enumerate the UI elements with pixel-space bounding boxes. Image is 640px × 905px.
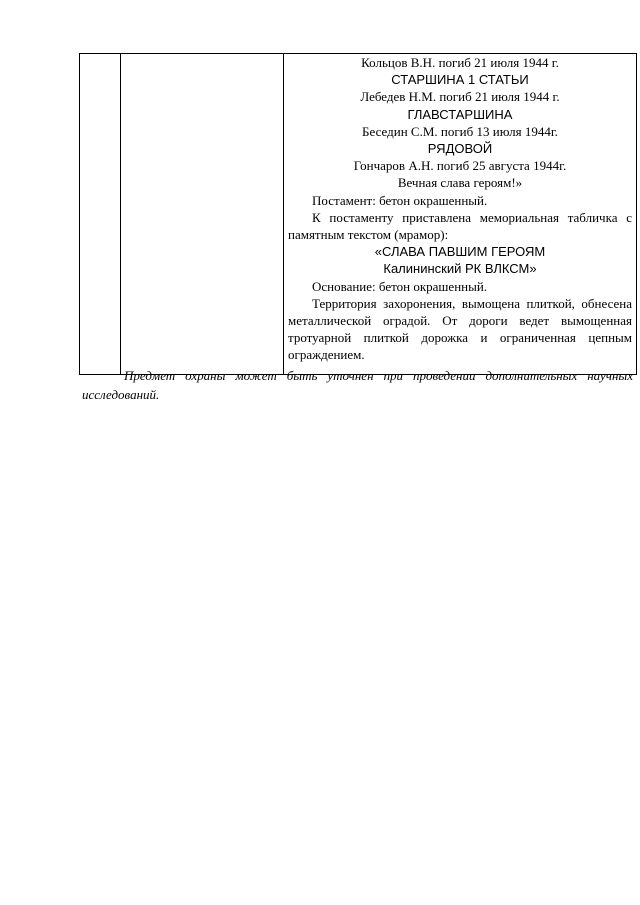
table-row: [80, 54, 637, 375]
name-koltsov: Кольцов В.Н. погиб 21 июля 1944 г.: [361, 55, 559, 70]
description-text: [284, 54, 636, 374]
name-lebedev: Лебедев Н.М. погиб 21 июля 1944 г.: [360, 89, 560, 105]
table-cell-description: [284, 54, 637, 375]
protection-subject-note: Предмет охраны может быть уточнен при проведении дополнительных научных исследований.: [82, 368, 633, 402]
table-cell-name: [121, 54, 284, 375]
name-besedin: Беседин С.М. погиб 13 июля 1944г.: [362, 123, 558, 139]
base-text: Основание: бетон окрашенный.: [312, 278, 488, 294]
monument-description-table: [79, 53, 637, 375]
plaque-text: К постаменту приставлена мемориальная табличка с памятным текстом (мрамор):: [288, 209, 632, 243]
name-goncharov: Гончаров А.Н. погиб 25 августа 1944г.: [353, 158, 567, 174]
pedestal-text: Постамент: бетон окрашенный.: [312, 192, 488, 208]
territory-text: Территория захоронения, вымощена плиткой, обнесена металлической оградой. От дороги ведет вымощенная тротуарной плиткой дорожка и ограниченная цепным ограждением.: [288, 295, 632, 363]
table-cell-number: [80, 54, 121, 375]
rank-besedin: РЯДОВОЙ: [427, 141, 493, 157]
rank-lebedev: ГЛАВСТАРШИНА: [407, 106, 513, 122]
plaque-inscription-line-2: Калининский РК ВЛКСМ»: [383, 261, 537, 277]
plaque-inscription-line-1: «СЛАВА ПАВШИМ ГЕРОЯМ: [374, 244, 546, 260]
rank-koltsov: СТАРШИНА 1 СТАТЬИ: [391, 72, 529, 88]
eternal-glory-text: Вечная слава героям!»: [397, 175, 523, 191]
